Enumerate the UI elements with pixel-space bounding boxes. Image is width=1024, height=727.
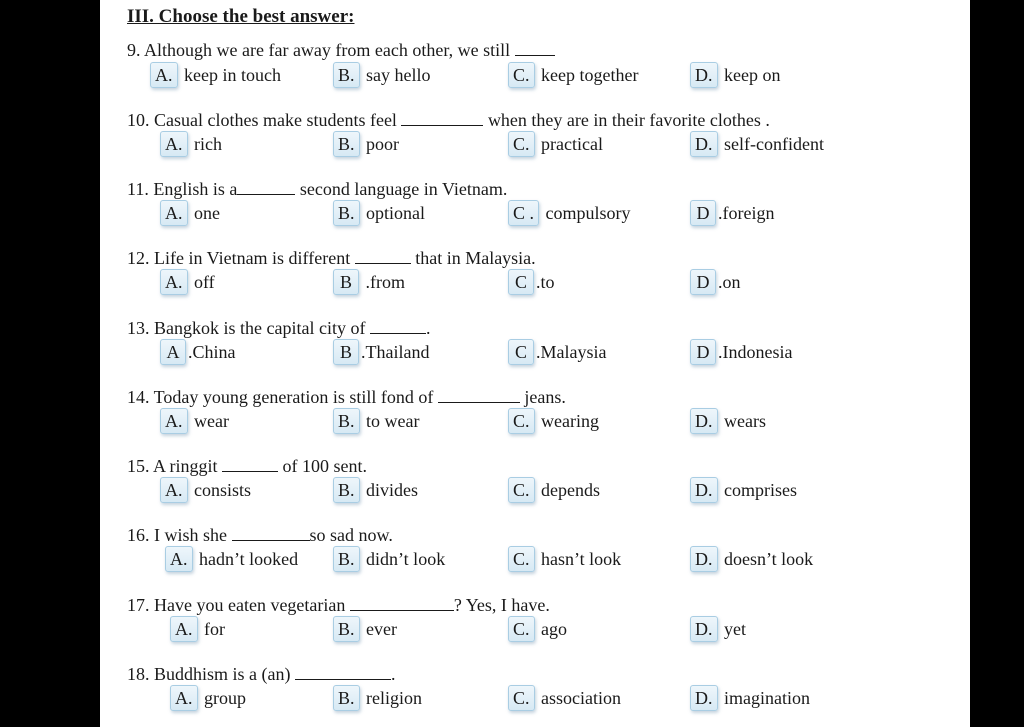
question-text	[127, 246, 536, 270]
option-c[interactable]	[508, 477, 600, 503]
option-d[interactable]	[690, 269, 741, 295]
option-label: ago	[536, 619, 568, 639]
option-label: keep in touch	[179, 65, 281, 85]
option-letter-box[interactable]: A.	[160, 269, 188, 295]
answer-blank[interactable]	[237, 179, 295, 195]
option-letter-box[interactable]: C.	[508, 477, 535, 503]
option-letter-box[interactable]: B.	[333, 616, 360, 642]
option-label: .from	[361, 272, 405, 292]
question-stem-end: when they are in their favorite clothes .	[483, 110, 770, 130]
question-text	[127, 593, 550, 617]
option-letter-box[interactable]: C.	[508, 408, 535, 434]
option-label: ever	[361, 619, 397, 639]
question-text	[127, 454, 367, 478]
option-label: imagination	[719, 688, 810, 708]
option-label: religion	[361, 688, 423, 708]
option-d[interactable]	[690, 685, 810, 711]
option-letter-box[interactable]: A.	[160, 131, 188, 157]
option-letter-box[interactable]: B.	[333, 200, 360, 226]
question-stem-end: of 100 sent.	[278, 456, 368, 476]
option-label: to wear	[361, 411, 420, 431]
question-stem-end: jeans.	[519, 387, 566, 407]
option-letter-box[interactable]: B	[333, 269, 359, 295]
option-letter-box[interactable]: C.	[508, 131, 535, 157]
option-letter-box[interactable]: D	[690, 339, 716, 365]
answer-blank[interactable]	[232, 525, 310, 541]
answer-blank[interactable]	[438, 387, 520, 403]
option-letter-box[interactable]: D.	[690, 685, 718, 711]
option-b[interactable]	[333, 685, 422, 711]
option-a[interactable]	[160, 477, 251, 503]
option-label: self-confident	[719, 134, 824, 154]
option-label: .Malaysia	[536, 342, 607, 362]
option-letter-box[interactable]: A.	[160, 477, 188, 503]
option-letter-box[interactable]: A.	[150, 62, 178, 88]
option-letter-box[interactable]: D.	[690, 477, 718, 503]
option-label: rich	[189, 134, 222, 154]
option-c[interactable]	[508, 131, 603, 157]
question-stem: 13. Bangkok is the capital city of	[127, 318, 370, 338]
option-letter-box[interactable]: B	[333, 339, 359, 365]
option-label: for	[199, 619, 225, 639]
question-stem: 10. Casual clothes make students feel	[127, 110, 402, 130]
option-d[interactable]	[690, 408, 766, 434]
question-stem: 14. Today young generation is still fond of	[127, 387, 438, 407]
answer-blank[interactable]	[222, 456, 278, 472]
option-c[interactable]	[508, 408, 599, 434]
question-stem-end: .	[425, 318, 431, 338]
option-b[interactable]	[333, 200, 425, 226]
option-b[interactable]	[333, 269, 405, 295]
question-stem: 18. Buddhism is a (an)	[127, 664, 295, 684]
option-d[interactable]	[690, 131, 824, 157]
option-label: .on	[718, 272, 741, 292]
option-label: compulsory	[541, 203, 631, 223]
option-letter-box[interactable]: D.	[690, 408, 718, 434]
option-letter-box[interactable]: D.	[690, 616, 718, 642]
option-a[interactable]	[150, 62, 281, 88]
option-letter-box[interactable]: A.	[160, 200, 188, 226]
option-label: off	[189, 272, 215, 292]
option-label: poor	[361, 134, 400, 154]
option-label: .Indonesia	[718, 342, 793, 362]
option-d[interactable]	[690, 616, 746, 642]
option-b[interactable]	[333, 62, 431, 88]
option-label: hasn’t look	[536, 549, 622, 569]
option-letter-box[interactable]: B.	[333, 131, 360, 157]
question-text	[127, 385, 566, 409]
option-letter-box[interactable]: A.	[165, 546, 193, 572]
option-label: keep on	[719, 65, 781, 85]
option-c[interactable]	[508, 62, 638, 88]
option-label: one	[189, 203, 220, 223]
option-a[interactable]	[165, 546, 298, 572]
option-label: group	[199, 688, 246, 708]
option-b[interactable]	[333, 616, 397, 642]
question-stem-end: .	[391, 664, 396, 684]
question-stem: 17. Have you eaten vegetarian	[127, 595, 350, 615]
option-a[interactable]	[160, 339, 236, 365]
option-letter-box[interactable]: A.	[160, 408, 188, 434]
option-label: .foreign	[718, 203, 775, 223]
option-d[interactable]	[690, 339, 792, 365]
option-label: optional	[361, 203, 426, 223]
option-label: yet	[719, 619, 746, 639]
option-label: consists	[189, 480, 252, 500]
answer-blank[interactable]	[515, 40, 555, 56]
option-letter-box[interactable]: C.	[508, 685, 535, 711]
option-letter-box[interactable]: D	[690, 269, 716, 295]
option-letter-box[interactable]: B.	[333, 685, 360, 711]
option-letter-box[interactable]: B.	[333, 546, 360, 572]
option-letter-box[interactable]: C.	[508, 546, 535, 572]
option-letter-box[interactable]: C	[508, 339, 534, 365]
option-label: wear	[189, 411, 229, 431]
option-letter-box[interactable]: A.	[170, 685, 198, 711]
question-text	[127, 316, 430, 340]
option-letter-box[interactable]: B.	[333, 408, 360, 434]
option-a[interactable]	[160, 131, 222, 157]
answer-blank[interactable]	[350, 595, 454, 611]
option-c[interactable]	[508, 339, 606, 365]
option-letter-box[interactable]: D.	[690, 62, 718, 88]
question-stem: 16. I wish she	[127, 525, 232, 545]
question-stem-end: second language in Vietnam.	[295, 179, 508, 199]
option-c[interactable]	[508, 685, 621, 711]
worksheet-page	[100, 0, 970, 727]
option-label: wearing	[536, 411, 599, 431]
question-stem-end: that in Malaysia.	[410, 248, 536, 268]
question-stem: 9. Although we are far away from each other, we still	[127, 40, 515, 60]
question-stem: 12. Life in Vietnam is different	[127, 248, 355, 268]
option-label: .Thailand	[361, 342, 430, 362]
option-b[interactable]	[333, 408, 420, 434]
answer-blank[interactable]	[355, 248, 411, 264]
question-stem: 15. A ringgit	[127, 456, 223, 476]
option-label: keep together	[536, 65, 639, 85]
option-c[interactable]	[508, 546, 621, 572]
option-label: .to	[536, 272, 555, 292]
option-letter-box[interactable]: C	[508, 269, 534, 295]
answer-blank[interactable]	[370, 318, 426, 334]
question-stem: 11. English is a	[127, 179, 238, 199]
section-title: III. Choose the best answer:	[127, 6, 355, 27]
option-letter-box[interactable]: A	[160, 339, 186, 365]
option-letter-box[interactable]: C .	[508, 200, 539, 226]
option-c[interactable]	[508, 616, 567, 642]
option-label: hadn’t looked	[194, 549, 299, 569]
option-letter-box[interactable]: A.	[170, 616, 198, 642]
option-label: association	[536, 688, 621, 708]
option-label: doesn’t look	[719, 549, 814, 569]
question-text	[127, 523, 393, 547]
option-a[interactable]	[170, 685, 246, 711]
option-label: practical	[536, 134, 603, 154]
option-label: comprises	[719, 480, 797, 500]
option-letter-box[interactable]: B.	[333, 62, 360, 88]
option-b[interactable]	[333, 131, 399, 157]
option-d[interactable]	[690, 200, 774, 226]
option-letter-box[interactable]: C.	[508, 62, 535, 88]
option-label: depends	[536, 480, 600, 500]
question-text	[127, 177, 507, 201]
question-stem-end: so sad now.	[309, 525, 393, 545]
option-d[interactable]	[690, 546, 813, 572]
option-a[interactable]	[160, 408, 229, 434]
option-letter-box[interactable]: B.	[333, 477, 360, 503]
option-letter-box[interactable]: D	[690, 200, 716, 226]
option-b[interactable]	[333, 477, 418, 503]
option-label: didn’t look	[361, 549, 446, 569]
option-label: .China	[188, 342, 236, 362]
answer-blank[interactable]	[295, 664, 391, 680]
option-d[interactable]	[690, 62, 780, 88]
option-label: divides	[361, 480, 419, 500]
question-text	[127, 662, 396, 686]
option-c[interactable]	[508, 200, 631, 226]
option-a[interactable]	[160, 269, 215, 295]
option-a[interactable]	[170, 616, 225, 642]
question-text	[127, 108, 770, 132]
answer-blank[interactable]	[401, 110, 483, 126]
option-letter-box[interactable]: C.	[508, 616, 535, 642]
option-letter-box[interactable]: D.	[690, 131, 718, 157]
question-text	[127, 38, 555, 62]
option-c[interactable]	[508, 269, 555, 295]
option-label: say hello	[361, 65, 431, 85]
option-a[interactable]	[160, 200, 220, 226]
option-b[interactable]	[333, 339, 429, 365]
option-b[interactable]	[333, 546, 445, 572]
option-letter-box[interactable]: D.	[690, 546, 718, 572]
question-stem-end: ? Yes, I have.	[453, 595, 550, 615]
option-d[interactable]	[690, 477, 797, 503]
option-label: wears	[719, 411, 766, 431]
